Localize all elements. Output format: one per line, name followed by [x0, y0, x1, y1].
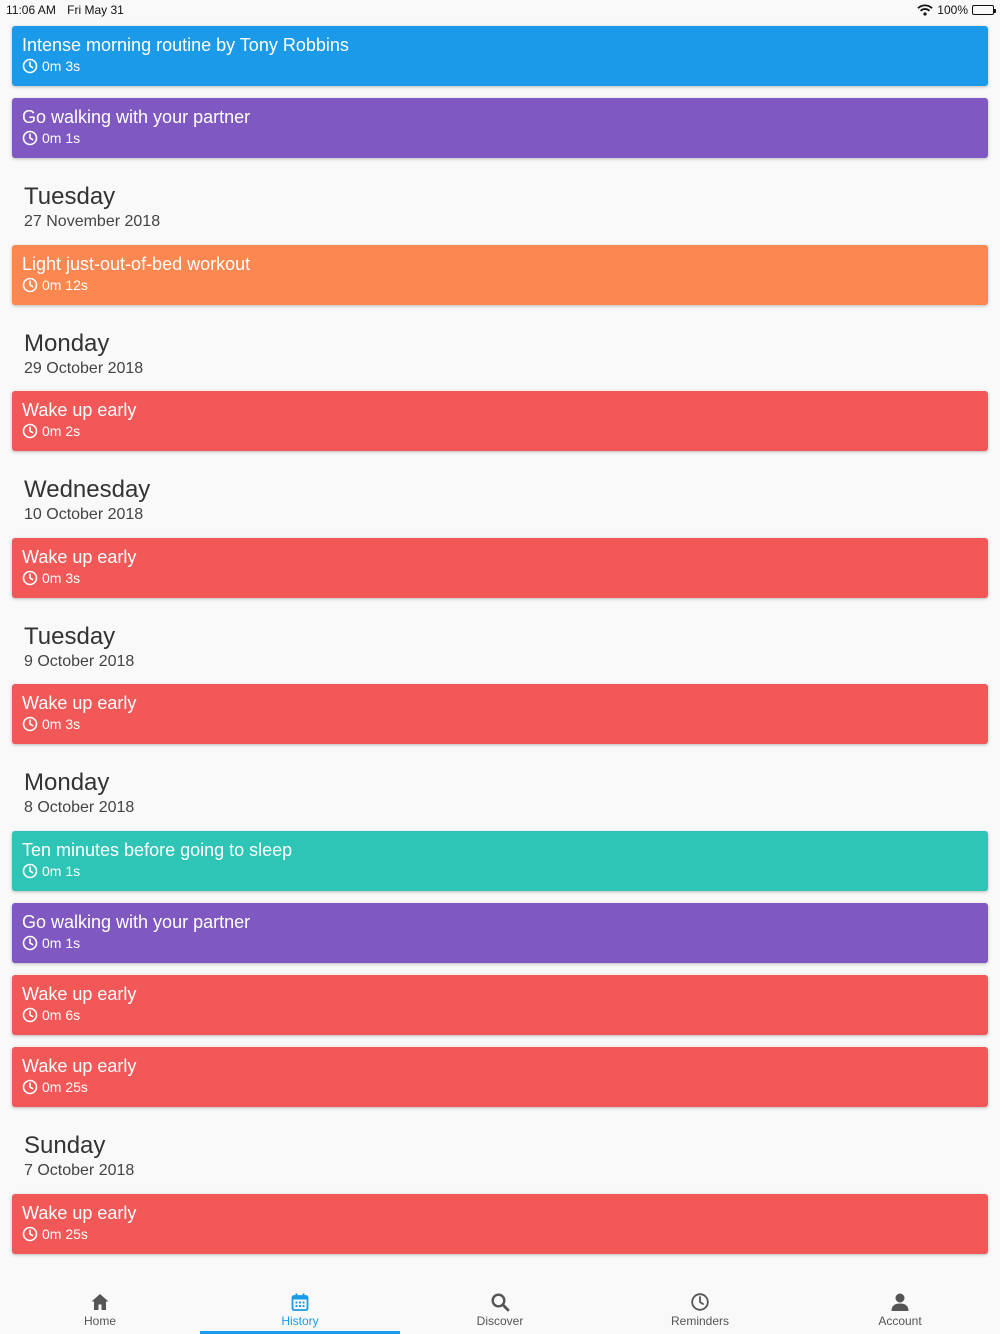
card-title: Wake up early: [22, 1056, 137, 1076]
card-title: Wake up early: [22, 984, 137, 1004]
history-card[interactable]: [12, 538, 988, 598]
history-card[interactable]: [12, 1194, 988, 1254]
history-card[interactable]: [12, 684, 988, 744]
card-duration: [22, 423, 80, 439]
card-duration: [22, 935, 80, 951]
clock-icon: [22, 130, 38, 146]
clock-icon: [22, 277, 38, 293]
date-full: 8 October 2018: [24, 799, 135, 816]
tab-label: History: [281, 1314, 319, 1328]
date-header: [24, 183, 160, 232]
card-title: Go walking with your partner: [22, 107, 251, 127]
card-title: Intense morning routine by Tony Robbins: [22, 35, 349, 55]
date-header: [24, 476, 150, 525]
duration-value: 0m 1s: [42, 130, 81, 146]
date-header: [24, 623, 134, 672]
tab-reminders[interactable]: [600, 1284, 800, 1334]
status-date: Fri May 31: [67, 3, 124, 17]
card-title: Light just-out-of-bed workout: [22, 254, 251, 274]
card-duration: [22, 1007, 80, 1023]
wifi-icon: [917, 4, 933, 16]
card-title: Wake up early: [22, 400, 137, 420]
tab-bar: [0, 1284, 1000, 1334]
duration-value: 0m 1s: [42, 863, 81, 879]
tab-home[interactable]: [0, 1284, 200, 1334]
duration-value: 0m 1s: [42, 935, 81, 951]
status-left: [6, 3, 132, 17]
duration-value: 0m 2s: [42, 423, 81, 439]
clock-icon: [22, 58, 38, 74]
date-full: 27 November 2018: [24, 213, 161, 230]
duration-value: 0m 12s: [42, 277, 88, 293]
clock-icon: [22, 570, 38, 586]
battery-percent: 100%: [937, 3, 968, 17]
date-weekday: Monday: [24, 330, 110, 357]
tab-label: Reminders: [670, 1314, 730, 1328]
tab-label: Account: [878, 1314, 922, 1328]
card-duration: [22, 570, 80, 586]
date-weekday: Tuesday: [24, 623, 116, 650]
date-header: [24, 769, 134, 818]
history-card[interactable]: [12, 26, 988, 86]
history-card[interactable]: [12, 831, 988, 891]
date-header: [24, 330, 143, 379]
card-title: Go walking with your partner: [22, 912, 251, 932]
card-title: Wake up early: [22, 1203, 137, 1223]
duration-value: 0m 6s: [42, 1007, 81, 1023]
history-card[interactable]: [12, 98, 988, 158]
history-card[interactable]: [12, 391, 988, 451]
card-duration: [22, 716, 80, 732]
date-full: 9 October 2018: [24, 653, 135, 670]
card-title: Wake up early: [22, 547, 137, 567]
tab-label: Discover: [476, 1314, 524, 1328]
battery-icon: [972, 5, 994, 15]
status-right: [917, 3, 994, 17]
date-full: 29 October 2018: [24, 360, 144, 377]
person-icon: [890, 1292, 910, 1312]
duration-value: 0m 25s: [42, 1226, 88, 1242]
date-weekday: Sunday: [24, 1132, 106, 1159]
card-duration: [22, 1079, 88, 1095]
clock-icon: [22, 1079, 38, 1095]
clock-icon: [22, 863, 38, 879]
clock-icon: [22, 423, 38, 439]
tab-account[interactable]: [800, 1284, 1000, 1334]
tab-label: Home: [83, 1314, 116, 1328]
status-time: 11:06 AM: [6, 3, 56, 17]
card-title: Wake up early: [22, 693, 137, 713]
date-weekday: Tuesday: [24, 183, 116, 210]
card-duration: [22, 277, 88, 293]
calendar-icon: [290, 1292, 310, 1312]
card-duration: [22, 58, 80, 74]
card-duration: [22, 863, 80, 879]
card-duration: [22, 1226, 88, 1242]
duration-value: 0m 3s: [42, 570, 81, 586]
clock-icon: [22, 1226, 38, 1242]
date-weekday: Wednesday: [24, 476, 151, 503]
search-icon: [490, 1292, 510, 1312]
duration-value: 0m 3s: [42, 716, 81, 732]
duration-value: 0m 25s: [42, 1079, 88, 1095]
date-full: 7 October 2018: [24, 1162, 135, 1179]
tab-history[interactable]: [200, 1284, 400, 1334]
history-card[interactable]: [12, 1047, 988, 1107]
clock-icon: [690, 1292, 710, 1312]
date-weekday: Monday: [24, 769, 110, 796]
status-bar: [0, 0, 1000, 20]
history-card[interactable]: [12, 245, 988, 305]
home-icon: [90, 1292, 110, 1312]
history-card[interactable]: [12, 903, 988, 963]
card-duration: [22, 130, 80, 146]
card-title: Ten minutes before going to sleep: [22, 840, 293, 860]
date-full: 10 October 2018: [24, 506, 144, 523]
clock-icon: [22, 935, 38, 951]
tab-discover[interactable]: [400, 1284, 600, 1334]
history-card[interactable]: [12, 975, 988, 1035]
clock-icon: [22, 1007, 38, 1023]
duration-value: 0m 3s: [42, 58, 81, 74]
clock-icon: [22, 716, 38, 732]
date-header: [24, 1132, 134, 1181]
